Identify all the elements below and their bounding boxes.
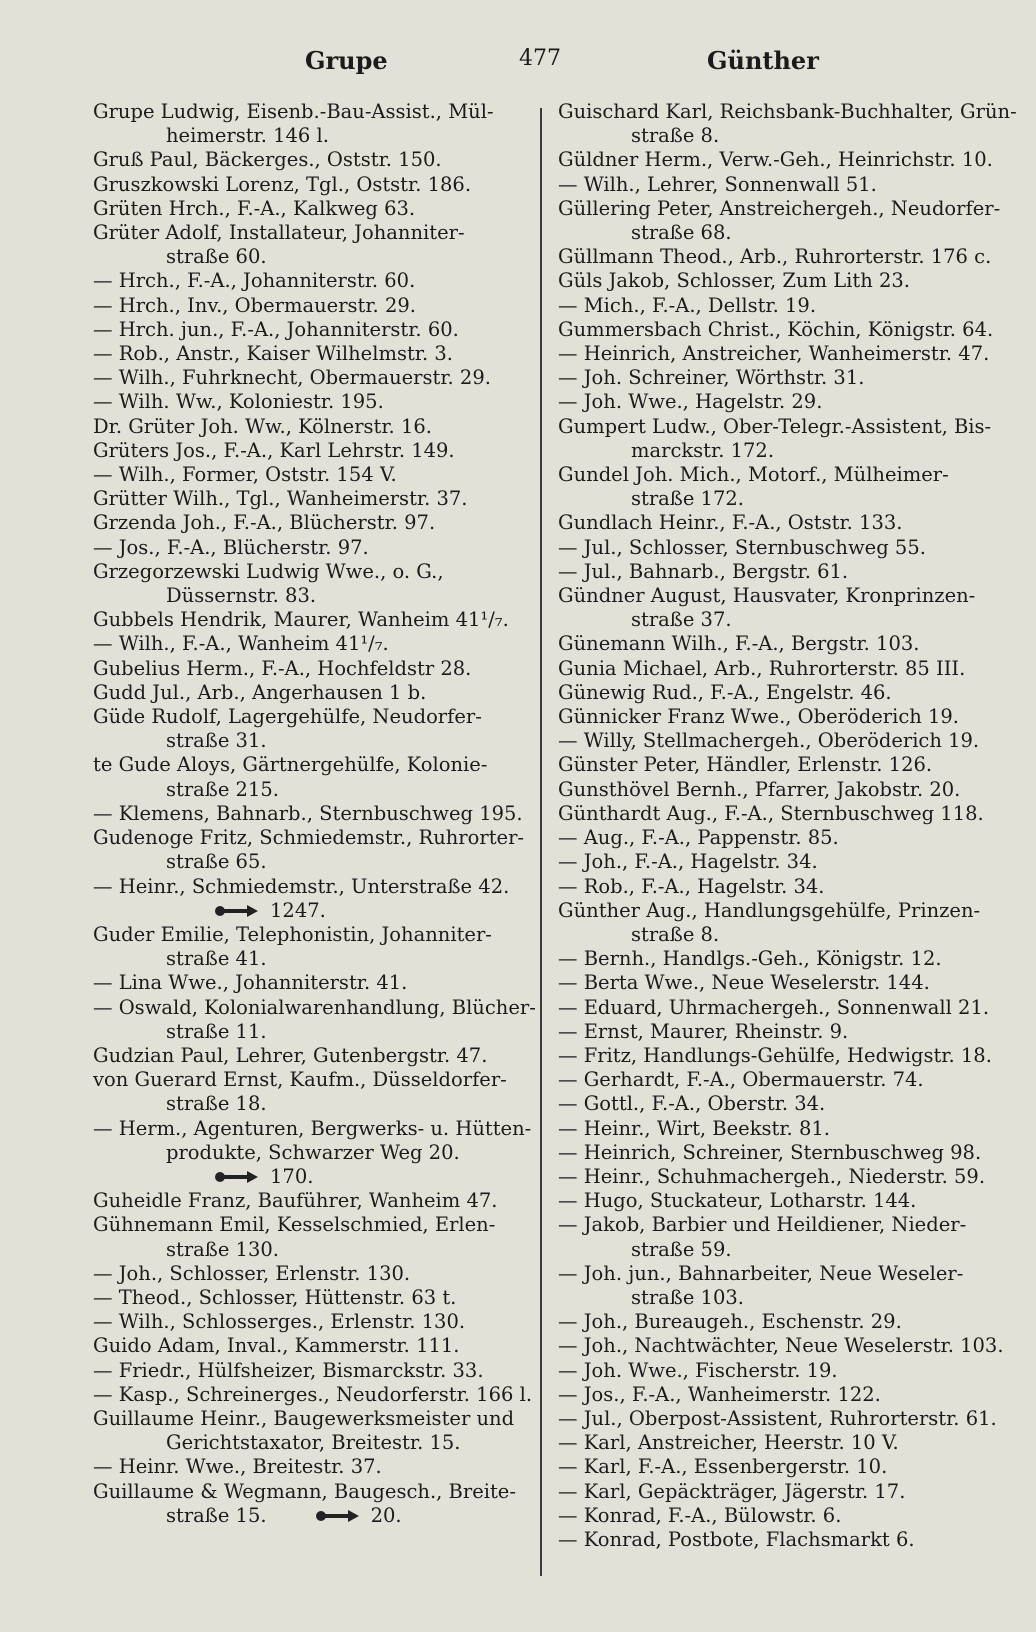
directory-entry: [93, 463, 533, 487]
directory-entry: [558, 729, 1006, 753]
entry-line: Guheidle Franz, Bauführer, Wanheim 47.: [93, 1189, 498, 1213]
entry-line: — Joh., Schlosser, Erlenstr. 130.: [93, 1261, 411, 1285]
entry-line: straße 65.: [166, 850, 267, 874]
entry-line: marckstr. 172.: [631, 438, 775, 462]
directory-entry: [93, 487, 533, 511]
directory-entry: [93, 1383, 533, 1407]
entry-line: Güldner Herm., Verw.-Geh., Heinrichstr. 10.: [558, 148, 993, 172]
entry-line: — Wilh., F.-A., Wanheim 41¹/₇.: [93, 632, 389, 656]
telephone-icon: [214, 1169, 260, 1185]
entry-line: — Konrad, Postbote, Flachsmarkt 6.: [558, 1527, 915, 1551]
directory-entry: [93, 439, 533, 463]
entry-line: — Friedr., Hülfsheizer, Bismarckstr. 33.: [93, 1358, 484, 1382]
directory-entry: [558, 1165, 1006, 1189]
entry-line: — Joh. Wwe., Fischerstr. 19.: [558, 1358, 838, 1382]
entry-line: — Fritz, Handlungs-Gehülfe, Hedwigstr. 18.: [558, 1043, 992, 1067]
directory-entry: [93, 753, 533, 801]
directory-entry: [558, 1117, 1006, 1141]
telephone-icon: [214, 903, 260, 919]
directory-entry: [558, 778, 1006, 802]
directory-entry: [558, 899, 1006, 947]
entry-line: — Heinr., Schmiedemstr., Unterstraße 42.: [93, 874, 510, 898]
entry-line: Günther Aug., Handlungsgehülfe, Prinzen-: [558, 898, 981, 922]
entry-line: — Jos., F.-A., Wanheimerstr. 122.: [558, 1382, 881, 1406]
directory-entry: [93, 971, 533, 995]
entry-line: — Bernh., Handlgs.-Geh., Königstr. 12.: [558, 947, 942, 971]
entry-line: — Konrad, F.-A., Bülowstr. 6.: [558, 1503, 842, 1527]
directory-entry: [558, 463, 1006, 511]
entry-line: — Heinr., Schuhmachergeh., Niederstr. 59.: [558, 1164, 986, 1188]
entry-line: Grüter Adolf, Installateur, Johanniter-: [93, 221, 465, 245]
entry-line: — Wilh., Lehrer, Sonnenwall 51.: [558, 172, 877, 196]
entry-line: te Gude Aloys, Gärtnergehülfe, Kolonie-: [93, 753, 488, 777]
page-header: [0, 46, 1036, 86]
entry-line: — Joh. jun., Bahnarbeiter, Neue Weseler-: [558, 1261, 964, 1285]
directory-entry: [558, 802, 1006, 826]
phone-number: 20.: [370, 1503, 402, 1527]
entry-line: Gundlach Heinr., F.-A., Oststr. 133.: [558, 511, 903, 535]
directory-entry: [558, 875, 1006, 899]
directory-entry: [558, 1480, 1006, 1504]
entry-line: Guischard Karl, Reichsbank-Buchhalter, Grün-: [558, 100, 1017, 123]
directory-entry: [558, 100, 1017, 148]
entry-line: straße 11.: [166, 1019, 267, 1043]
entry-line: straße 41.: [166, 947, 267, 971]
directory-entry: [558, 1310, 1006, 1334]
directory-entry: [93, 705, 533, 753]
entry-line: — Willy, Stellmachergeh., Oberöderich 19.: [558, 729, 980, 753]
entry-line: Dr. Grüter Joh. Ww., Kölnerstr. 16.: [93, 414, 432, 438]
directory-entry: [558, 1334, 1006, 1358]
telephone-icon: [315, 1508, 361, 1524]
entry-line: — Wilh. Ww., Koloniestr. 195.: [93, 390, 384, 414]
directory-entry: [558, 1020, 1006, 1044]
entry-line: produkte, Schwarzer Weg 20.: [166, 1140, 460, 1164]
entry-line: Düssernstr. 83.: [166, 584, 317, 608]
directory-entry: [558, 173, 1006, 197]
entry-line: — Eduard, Uhrmachergeh., Sonnenwall 21.: [558, 995, 990, 1019]
entry-line: — Jul., Oberpost-Assistent, Ruhrorterstr. 61.: [558, 1406, 997, 1430]
directory-entry: [93, 802, 533, 826]
entry-line: straße 8.: [631, 922, 720, 946]
directory-entry: [93, 536, 533, 560]
entry-line: Günnicker Franz Wwe., Oberöderich 19.: [558, 705, 960, 729]
entry-line: Guido Adam, Inval., Kammerstr. 111.: [93, 1334, 460, 1358]
directory-entry: [558, 390, 1006, 414]
directory-entry: [93, 681, 533, 705]
entry-line: Gudenoge Fritz, Schmiedemstr., Ruhrorter-: [93, 826, 524, 850]
entry-line: — Hrch. jun., F.-A., Johanniterstr. 60.: [93, 317, 459, 341]
entry-line: — Gerhardt, F.-A., Obermauerstr. 74.: [558, 1068, 924, 1092]
entry-line: — Karl, Gepäckträger, Jägerstr. 17.: [558, 1479, 906, 1503]
directory-entry: [93, 342, 533, 366]
directory-entry: [93, 1334, 533, 1358]
entry-line: — Oswald, Kolonialwarenhandlung, Blücher-: [93, 995, 536, 1019]
entry-line: Gunsthövel Bernh., Pfarrer, Jakobstr. 20.: [558, 777, 961, 801]
directory-entry: [558, 415, 1006, 463]
entry-line: Günster Peter, Händler, Erlenstr. 126.: [558, 753, 933, 777]
directory-entry: [93, 875, 533, 923]
entry-line: straße 172.: [631, 487, 744, 511]
entry-line: — Wilh., Former, Oststr. 154 V.: [93, 463, 397, 487]
entry-line: Gubbels Hendrik, Maurer, Wanheim 41¹/₇.: [93, 608, 509, 632]
entry-line: straße 215.: [166, 777, 279, 801]
entry-line: Güls Jakob, Schlosser, Zum Lith 23.: [558, 269, 910, 293]
entry-line: — Jul., Bahnarb., Bergstr. 61.: [558, 559, 849, 583]
entry-line: Grüten Hrch., F.-A., Kalkweg 63.: [93, 196, 416, 220]
entry-line: Gündner August, Hausvater, Kronprinzen-: [558, 584, 976, 608]
directory-entry: [558, 996, 1006, 1020]
directory-entry: [93, 294, 533, 318]
entry-line: straße 59.: [631, 1237, 732, 1261]
entry-line: Gunia Michael, Arb., Ruhrorterstr. 85 III.: [558, 656, 966, 680]
directory-entry: [93, 632, 533, 656]
entry-line: — Hrch., Inv., Obermauerstr. 29.: [93, 293, 416, 317]
header-right-keyword: Günther: [707, 46, 819, 75]
entry-line: straße 68.: [631, 221, 732, 245]
directory-entry: [93, 1359, 533, 1383]
entry-line: Gruß Paul, Bäckerges., Oststr. 150.: [93, 148, 442, 172]
entry-line: Güllmann Theod., Arb., Ruhrorterstr. 176 c.: [558, 245, 992, 269]
entry-line: — Wilh., Schlosserges., Erlenstr. 130.: [93, 1310, 466, 1334]
entry-line: Grzegorzewski Ludwig Wwe., o. G.,: [93, 559, 444, 583]
entry-line: Günthardt Aug., F.-A., Sternbuschweg 118.: [558, 801, 984, 825]
directory-entry: [93, 1044, 533, 1068]
directory-entry: [558, 826, 1006, 850]
directory-entry: [558, 1504, 1006, 1528]
left-column: [93, 100, 536, 1528]
entry-line: — Herm., Agenturen, Bergwerks- u. Hütten-: [93, 1116, 532, 1140]
entry-line: straße 8.: [631, 124, 720, 148]
directory-entry: [93, 560, 533, 608]
directory-entry: [93, 1213, 533, 1261]
directory-entry: [558, 1359, 1006, 1383]
directory-entry: [558, 632, 1006, 656]
phone-number: 170.: [270, 1164, 314, 1188]
directory-entry: [93, 197, 533, 221]
phone-number: 1247.: [270, 898, 326, 922]
directory-entry: [93, 995, 536, 1044]
directory-entry: [558, 294, 1006, 318]
entry-line: straße 31.: [166, 729, 267, 753]
entry-line: — Karl, Anstreicher, Heerstr. 10 V.: [558, 1431, 899, 1455]
directory-entry: [558, 560, 1006, 584]
entry-line: Güllering Peter, Anstreichergeh., Neudorfer-: [558, 196, 1001, 220]
entry-line: — Heinr., Wirt, Beekstr. 81.: [558, 1116, 830, 1140]
entry-line: Gerichtstaxator, Breitestr. 15.: [166, 1431, 461, 1455]
entry-line: — Lina Wwe., Johanniterstr. 41.: [93, 971, 408, 995]
directory-entry: [558, 971, 1006, 995]
directory-entry: [558, 1455, 1006, 1479]
directory-entry: [93, 221, 533, 269]
entry-line: — Jakob, Barbier und Heildiener, Nieder-: [558, 1213, 967, 1237]
entry-line: — Berta Wwe., Neue Weselerstr. 144.: [558, 971, 930, 995]
directory-entry: [558, 947, 1006, 971]
entry-line: — Karl, F.-A., Essenbergerstr. 10.: [558, 1455, 888, 1479]
entry-line: — Hrch., F.-A., Johanniterstr. 60.: [93, 269, 416, 293]
directory-entry: [558, 584, 1006, 632]
directory-entry: [93, 1286, 533, 1310]
directory-entry: [93, 269, 533, 293]
entry-line: Grüters Jos., F.-A., Karl Lehrstr. 149.: [93, 438, 455, 462]
entry-line: — Aug., F.-A., Pappenstr. 85.: [558, 826, 839, 850]
entry-line: — Joh. Wwe., Hagelstr. 29.: [558, 390, 823, 414]
entry-line: Gumpert Ludw., Ober-Telegr.-Assistent, Bis-: [558, 414, 992, 438]
directory-entry: [93, 100, 533, 148]
entry-line: straße 103.: [631, 1285, 744, 1309]
directory-entry: [558, 318, 1006, 342]
directory-entry: [93, 1189, 533, 1213]
entry-line: — Rob., F.-A., Hagelstr. 34.: [558, 874, 825, 898]
entry-line: Gubelius Herm., F.-A., Hochfeldstr 28.: [93, 656, 472, 680]
entry-line: — Heinr. Wwe., Breitestr. 37.: [93, 1455, 382, 1479]
directory-entry: [558, 1092, 1006, 1116]
entry-line: Guillaume & Wegmann, Baugesch., Breite-: [93, 1479, 516, 1503]
directory-entry: [93, 1455, 533, 1479]
entry-line: straße 130.: [166, 1237, 279, 1261]
entry-line: — Heinrich, Schreiner, Sternbuschweg 98.: [558, 1140, 982, 1164]
entry-line: Gundel Joh. Mich., Motorf., Mülheimer-: [558, 463, 949, 487]
entry-line: — Jos., F.-A., Blücherstr. 97.: [93, 535, 369, 559]
directory-entry: [93, 826, 533, 874]
right-column: [558, 100, 1017, 1552]
column-divider: [540, 108, 542, 1576]
directory-entry: [93, 1480, 533, 1528]
directory-entry: [558, 1431, 1006, 1455]
directory-entry: [558, 657, 1006, 681]
directory-entry: [558, 1189, 1006, 1213]
directory-entry: [93, 1310, 533, 1334]
entry-line: straße 18.: [166, 1092, 267, 1116]
directory-entry: [93, 173, 533, 197]
entry-line: Gruszkowski Lorenz, Tgl., Oststr. 186.: [93, 172, 472, 196]
directory-entry: [558, 1068, 1006, 1092]
entry-line: — Joh. Schreiner, Wörthstr. 31.: [558, 366, 865, 390]
directory-entry: [558, 1407, 1006, 1431]
entry-line: Gühnemann Emil, Kesselschmied, Erlen-: [93, 1213, 496, 1237]
directory-entry: [93, 657, 533, 681]
entry-line: — Hugo, Stuckateur, Lotharstr. 144.: [558, 1189, 917, 1213]
entry-line: — Gottl., F.-A., Oberstr. 34.: [558, 1092, 826, 1116]
entry-line: — Joh., F.-A., Hagelstr. 34.: [558, 850, 818, 874]
entry-line: Gudzian Paul, Lehrer, Gutenbergstr. 47.: [93, 1043, 488, 1067]
directory-entry: [558, 536, 1006, 560]
entry-line: Guder Emilie, Telephonistin, Johanniter-: [93, 922, 492, 946]
entry-line: straße 37.: [631, 608, 732, 632]
entry-line: Grütter Wilh., Tgl., Wanheimerstr. 37.: [93, 487, 468, 511]
entry-line: — Ernst, Maurer, Rheinstr. 9.: [558, 1019, 849, 1043]
directory-entry: [93, 1262, 533, 1286]
entry-line: — Rob., Anstr., Kaiser Wilhelmstr. 3.: [93, 342, 453, 366]
entry-line: Gummersbach Christ., Köchin, Königstr. 64.: [558, 317, 994, 341]
directory-entry: [93, 366, 533, 390]
entry-line: — Wilh., Fuhrknecht, Obermauerstr. 29.: [93, 366, 491, 390]
directory-entry: [558, 511, 1006, 535]
directory-entry: [93, 318, 533, 342]
entry-line: — Joh., Bureaugeh., Eschenstr. 29.: [558, 1310, 902, 1334]
entry-line: Grupe Ludwig, Eisenb.-Bau-Assist., Mül-: [93, 100, 494, 123]
directory-entry: [93, 1407, 533, 1455]
directory-entry: [558, 342, 1006, 366]
entry-line: — Mich., F.-A., Dellstr. 19.: [558, 293, 817, 317]
entry-line: — Klemens, Bahnarb., Sternbuschweg 195.: [93, 801, 523, 825]
entry-line: Gudd Jul., Arb., Angerhausen 1 b.: [93, 680, 427, 704]
directory-entry: [93, 511, 533, 535]
directory-entry: [558, 681, 1006, 705]
entry-line: straße 15.: [166, 1503, 267, 1527]
entry-line: — Joh., Nachtwächter, Neue Weselerstr. 103.: [558, 1334, 1004, 1358]
entry-line: — Kasp., Schreinerges., Neudorferstr. 166 l.: [93, 1382, 533, 1406]
entry-line: Güde Rudolf, Lagergehülfe, Neudorfer-: [93, 705, 482, 729]
entry-line: — Heinrich, Anstreicher, Wanheimerstr. 47.: [558, 342, 990, 366]
directory-entry: [93, 148, 533, 172]
directory-entry: [558, 1528, 1006, 1552]
directory-entry: [558, 1262, 1006, 1310]
directory-entry: [93, 1117, 533, 1190]
directory-entry: [93, 415, 533, 439]
directory-entry: [558, 753, 1006, 777]
entry-line: Günemann Wilh., F.-A., Bergstr. 103.: [558, 632, 920, 656]
header-left-keyword: Grupe: [305, 46, 388, 75]
entry-line: Grzenda Joh., F.-A., Blücherstr. 97.: [93, 511, 436, 535]
entry-line: — Jul., Schlosser, Sternbuschweg 55.: [558, 535, 926, 559]
page-number: 477: [519, 46, 561, 71]
entry-line: Günewig Rud., F.-A., Engelstr. 46.: [558, 680, 892, 704]
entry-line: — Theod., Schlosser, Hüttenstr. 63 t.: [93, 1285, 457, 1309]
entry-line: Guillaume Heinr., Baugewerksmeister und: [93, 1406, 515, 1430]
directory-entry: [558, 1141, 1006, 1165]
entry-line: straße 60.: [166, 245, 267, 269]
directory-entry: [558, 197, 1006, 245]
directory-entry: [93, 1068, 533, 1116]
directory-entry: [558, 245, 1006, 269]
entry-line: von Guerard Ernst, Kaufm., Düsseldorfer-: [93, 1068, 507, 1092]
directory-entry: [558, 366, 1006, 390]
directory-entry: [558, 850, 1006, 874]
entry-line: heimerstr. 146 l.: [166, 124, 329, 148]
directory-entry: [93, 923, 533, 971]
directory-entry: [558, 1044, 1006, 1068]
directory-entry: [558, 1213, 1006, 1261]
directory-entry: [558, 1383, 1006, 1407]
directory-entry: [93, 390, 533, 414]
directory-entry: [558, 269, 1006, 293]
directory-entry: [558, 148, 1006, 172]
directory-entry: [93, 608, 533, 632]
directory-entry: [558, 705, 1006, 729]
